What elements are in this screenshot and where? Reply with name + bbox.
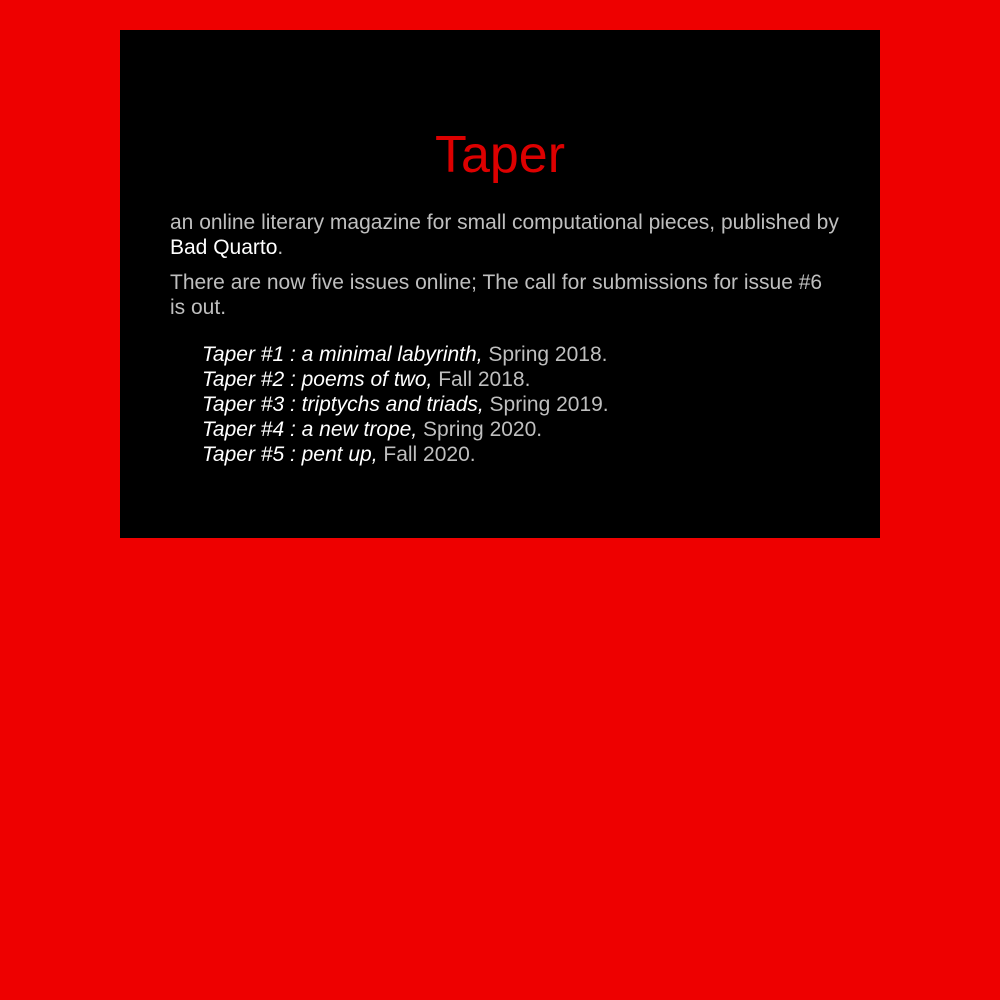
bad-quarto-link[interactable]: Bad Quarto [170, 236, 278, 259]
intro-period: . [277, 236, 284, 259]
issue-1-date: Spring 2018. [482, 343, 608, 366]
list-item [202, 367, 609, 392]
list-item [202, 417, 609, 442]
issue-5-link[interactable]: Taper #5 : pent up, [202, 443, 378, 466]
list-item [202, 342, 609, 367]
list-item [202, 392, 609, 417]
issue-2-link[interactable]: Taper #2 : poems of two, [202, 368, 433, 391]
issue-list [202, 342, 609, 467]
issue-1-link[interactable]: Taper #1 : a minimal labyrinth, [202, 343, 483, 366]
page-title: Taper [434, 126, 566, 184]
issue-4-date: Spring 2020. [417, 418, 543, 441]
issue-3-link[interactable]: Taper #3 : triptychs and triads, [202, 393, 484, 416]
content-panel [120, 30, 880, 538]
list-item [202, 442, 609, 467]
status-paragraph: There are now five issues online; The call for submissions for issue #6 is out. [170, 271, 823, 319]
issue-3-date: Spring 2019. [483, 393, 609, 416]
intro-text: an online literary magazine for small computational pieces, published by [170, 211, 839, 234]
issue-4-link[interactable]: Taper #4 : a new trope, [202, 418, 418, 441]
intro-paragraph [170, 210, 840, 260]
issue-2-date: Fall 2018. [432, 368, 531, 391]
issue-5-date: Fall 2020. [377, 443, 476, 466]
